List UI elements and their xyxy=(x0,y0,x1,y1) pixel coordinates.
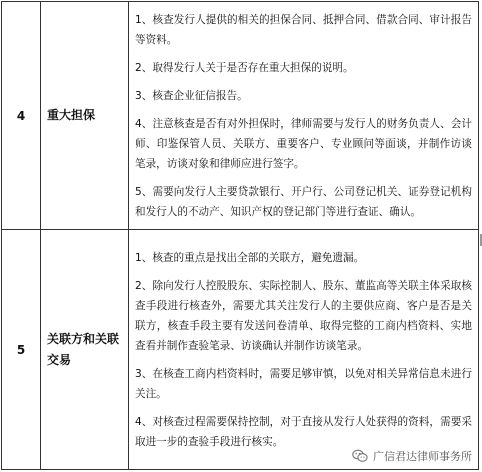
row-item: 重大担保 xyxy=(41,2,129,230)
content-paragraph: 2、除向发行人控股股东、实际控制人、股东、董监高等关联主体采取核查手段进行核查外，需要尤其关注发行人的主要供应商、客户是否是关联方，核查手段主要有发送问卷清单、取得完整的工商内档资料、实地查看并制作查验笔录、访谈确认并制作访谈笔录。 xyxy=(135,280,472,352)
row-number: 4 xyxy=(2,2,41,230)
row-content xyxy=(129,230,479,470)
content-paragraph: 4、对核查过程需要保持控制，对于直接从发行人处获得的资料，需要采取进一步的查验手段进行核实。 xyxy=(135,416,472,448)
content-paragraph: 3、在核查工商内档资料时，需要足够审慎，以免对相关异常信息未进行关注。 xyxy=(135,368,472,400)
content-paragraph: 5、需要向发行人主要贷款银行、开户行、公司登记机关、证券登记机构和发行人的不动产、知识产权的登记部门等进行查证、确认。 xyxy=(135,186,472,218)
table-row xyxy=(2,230,479,470)
row-number: 5 xyxy=(2,230,41,470)
table-row xyxy=(2,2,479,230)
content-paragraph: 4、注意核查是否有对外担保时，律师需要与发行人的财务负责人、会计师、印鉴保管人员、关联方、重要客户、专业顾问等面谈，并制作访谈笔录，访谈对象和律师应进行签字。 xyxy=(135,118,472,170)
verification-table xyxy=(1,1,479,470)
watermark-text: 广信君达律师事务所 xyxy=(373,450,472,463)
content-paragraph: 2、取得发行人关于是否存在重大担保的说明。 xyxy=(135,62,354,74)
content-paragraph: 3、核查企业征信报告。 xyxy=(135,90,248,102)
wechat-icon xyxy=(352,449,368,463)
content-paragraph: 1、核查发行人提供的相关的担保合同、抵押合同、借款合同、审计报告等资料。 xyxy=(135,14,472,46)
row-item: 关联方和关联交易 xyxy=(41,230,129,470)
content-paragraph: 1、核查的重点是找出全部的关联方，避免遗漏。 xyxy=(135,252,365,264)
row-content xyxy=(129,2,479,230)
watermark xyxy=(352,448,472,464)
